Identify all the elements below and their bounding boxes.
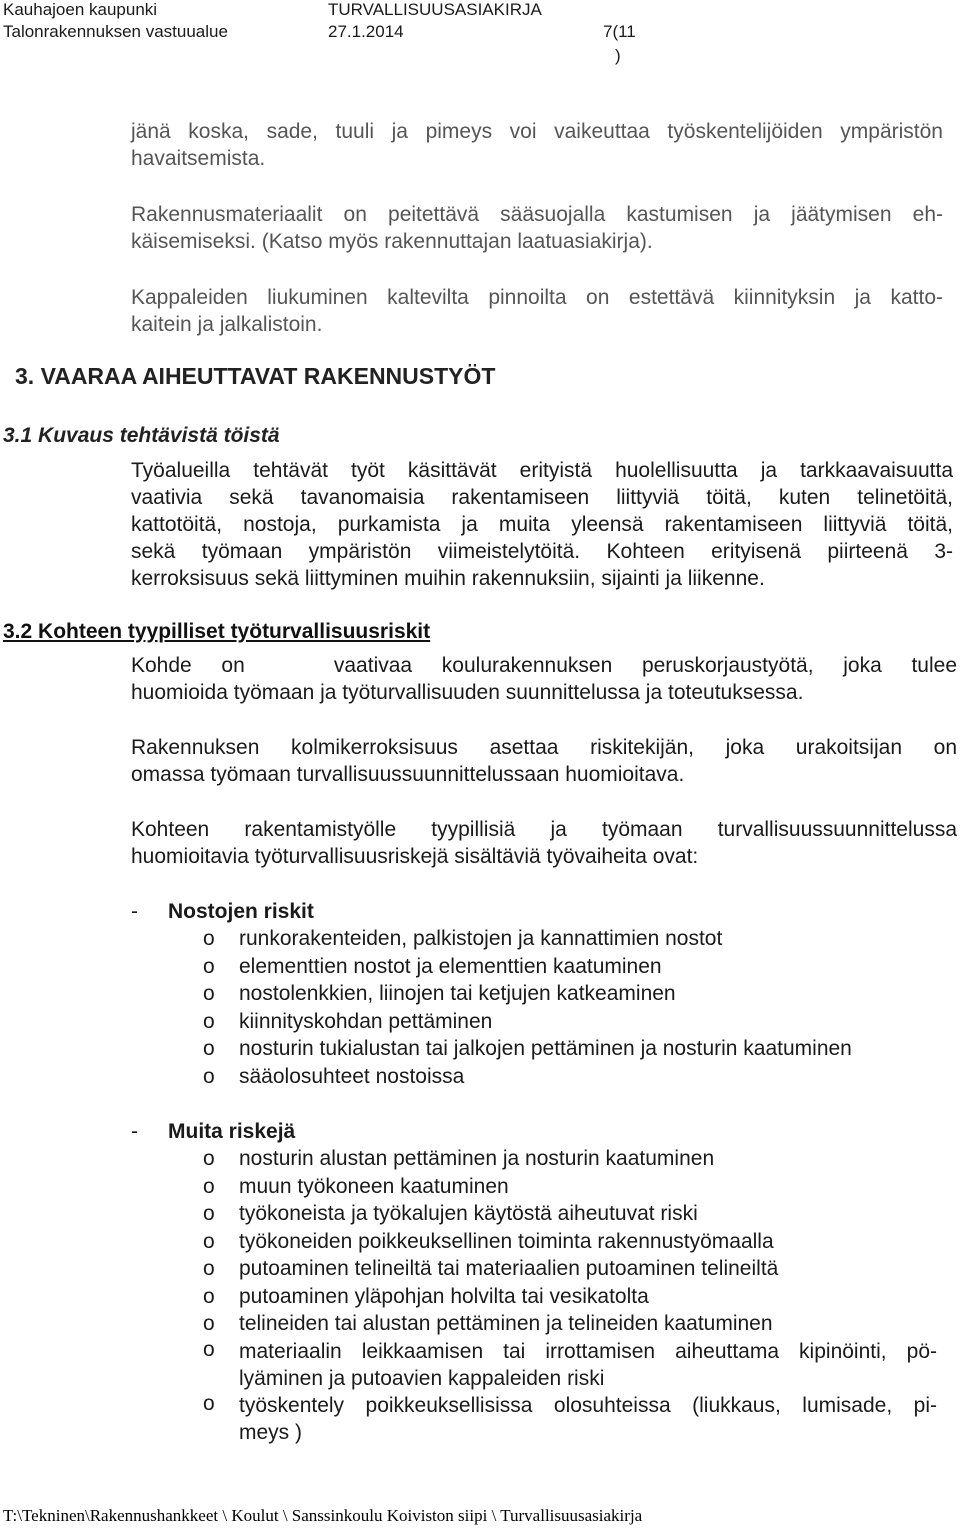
s32-p2-line2: omassa työmaan turvallisuussuunnittelussaan huomioitava. <box>131 763 685 786</box>
list-bullet: o <box>203 1147 215 1170</box>
list-item: muun työkoneen kaatuminen <box>239 1174 509 1198</box>
intro-paragraph-3 <box>131 284 943 338</box>
s31-line4: sekä työmaan ympäristön viimeistelytöitä. Kohteen erityisenä piirteenä 3- <box>131 540 953 563</box>
list-bullet: o <box>203 1392 215 1415</box>
s31-line2: vaativia sekä tavanomaisia rakentamiseen liittyviä töitä, kuten telinetöitä, <box>131 486 953 509</box>
intro-paragraph-2 <box>131 201 943 255</box>
list-item: sääolosuhteet nostoissa <box>239 1064 465 1088</box>
header-org: Kauhajoen kaupunki <box>3 0 158 19</box>
list-item: kiinnityskohdan pettäminen <box>239 1009 493 1033</box>
list-bullet: o <box>203 1202 215 1225</box>
list-item: työkoneista ja työkalujen käytöstä aiheutuvat riski <box>239 1202 698 1225</box>
list-item: runkorakenteiden, palkistojen ja kannattimien nostot <box>239 927 723 950</box>
header-date: 27.1.2014 <box>328 22 404 41</box>
list-bullet: o <box>203 982 215 1005</box>
list-dash: - <box>131 900 138 923</box>
header-page-number: 7(11 <box>603 22 636 41</box>
section-3-heading: 3. VAARAA AIHEUTTAVAT RAKENNUSTYÖT <box>15 363 496 389</box>
list-item: telineiden tai alustan pettäminen ja telineiden kaatuminen <box>239 1312 773 1335</box>
intro-p3-line1: Kappaleiden liukuminen kaltevilta pinnoilta on estettävä kiinnityksin ja katto- <box>131 286 943 309</box>
list-bullet: o <box>203 1009 215 1033</box>
list-heading-muita: Muita riskejä <box>168 1120 296 1143</box>
intro-p3-line2: kaitein ja jalkalistoin. <box>131 313 323 336</box>
s31-line3: kattotöitä, nostoja, purkamista ja muita yleensä rakentamiseen liittyviä töitä, <box>131 513 953 536</box>
section-3-2-paragraph-3 <box>131 816 957 870</box>
list-item: putoaminen telineiltä tai materiaalien putoaminen telineiltä <box>239 1257 779 1280</box>
section-3-2-heading: 3.2 Kohteen tyypilliset työturvallisuusriskit <box>3 620 431 643</box>
s32-p3-line2: huomioitavia työturvallisuusriskejä sisältäviä työvaiheita ovat: <box>131 845 699 868</box>
list-bullet: o <box>203 1312 215 1335</box>
list-item: putoaminen yläpohjan holvilta tai vesikatolta <box>239 1284 649 1308</box>
header-page-close: ) <box>615 46 621 65</box>
list-item: nosturin tukialustan tai jalkojen pettäminen ja nosturin kaatuminen <box>239 1037 852 1060</box>
section-3-1-heading: 3.1 Kuvaus tehtävistä töistä <box>3 424 280 447</box>
footer-file-path: T:\Tekninen\Rakennushankkeet \ Koulut \ Sanssinkoulu Koiviston siipi \ Turvallisuusasiakirja <box>3 1506 643 1525</box>
list-item: nostolenkkien, liinojen tai ketjujen katkeaminen <box>239 982 676 1005</box>
list-bullet: o <box>203 1338 215 1361</box>
header-doc-type: TURVALLISUUSASIAKIRJA <box>328 0 542 19</box>
list-item: nosturin alustan pettäminen ja nosturin kaatuminen <box>239 1147 715 1170</box>
list-item <box>239 1392 937 1446</box>
list-bullet: o <box>203 927 215 950</box>
list-dash: - <box>131 1120 138 1143</box>
list-bullet: o <box>203 1064 215 1088</box>
s32-p1-line2: huomioida työmaan ja työturvallisuuden suunnittelussa ja toteutuksessa. <box>131 681 804 704</box>
intro-paragraph-1 <box>131 118 943 172</box>
list-item-line2: lyäminen ja putoavien kappaleiden riski <box>239 1367 605 1390</box>
section-3-1-paragraph <box>131 457 953 592</box>
intro-p2-line1: Rakennusmateriaalit on peitettävä sääsuojalla kastumisen ja jäätymisen eh- <box>131 203 943 226</box>
list-bullet: o <box>203 1284 215 1308</box>
list-bullet: o <box>203 954 215 978</box>
list-bullet: o <box>203 1174 215 1198</box>
list-item-line1: työskentely poikkeuksellisissa olosuhteissa (liukkaus, lumisade, pi- <box>239 1394 937 1417</box>
s32-p1-line1: Kohde on vaativaa koulurakennuksen peruskorjaustyötä, joka tulee <box>131 654 957 677</box>
list-bullet: o <box>203 1037 215 1060</box>
header-unit: Talonrakennuksen vastuualue <box>3 22 228 41</box>
list-item: työkoneiden poikkeuksellinen toiminta rakennustyömaalla <box>239 1229 774 1253</box>
intro-p2-line2: käisemiseksi. (Katso myös rakennuttajan laatuasiakirja). <box>131 230 653 253</box>
s31-line5: kerroksisuus sekä liittyminen muihin rakennuksiin, sijainti ja liikenne. <box>131 567 765 590</box>
s32-p3-line1: Kohteen rakentamistyölle tyypillisiä ja työmaan turvallisuussuunnittelussa <box>131 818 957 841</box>
list-bullet: o <box>203 1257 215 1280</box>
s32-p2-line1: Rakennuksen kolmikerroksisuus asettaa riskitekijän, joka urakoitsijan on <box>131 736 957 759</box>
section-3-2-paragraph-1 <box>131 652 957 706</box>
s31-line1: Työalueilla tehtävät työt käsittävät erityistä huolellisuutta ja tarkkaavaisuutta <box>131 459 953 482</box>
list-item <box>239 1338 937 1392</box>
list-item-line1: materiaalin leikkaamisen tai irrottamisen aiheuttama kipinöinti, pö- <box>239 1340 937 1363</box>
list-item: elementtien nostot ja elementtien kaatuminen <box>239 954 662 978</box>
list-bullet: o <box>203 1229 215 1253</box>
intro-p1-line2: havaitsemista. <box>131 147 266 170</box>
list-item-line2: meys ) <box>239 1421 302 1444</box>
intro-p1-line1: jänä koska, sade, tuuli ja pimeys voi vaikeuttaa työskentelijöiden ympäristön <box>131 120 943 143</box>
list-heading-nostojen: Nostojen riskit <box>168 900 314 923</box>
section-3-2-paragraph-2 <box>131 734 957 788</box>
